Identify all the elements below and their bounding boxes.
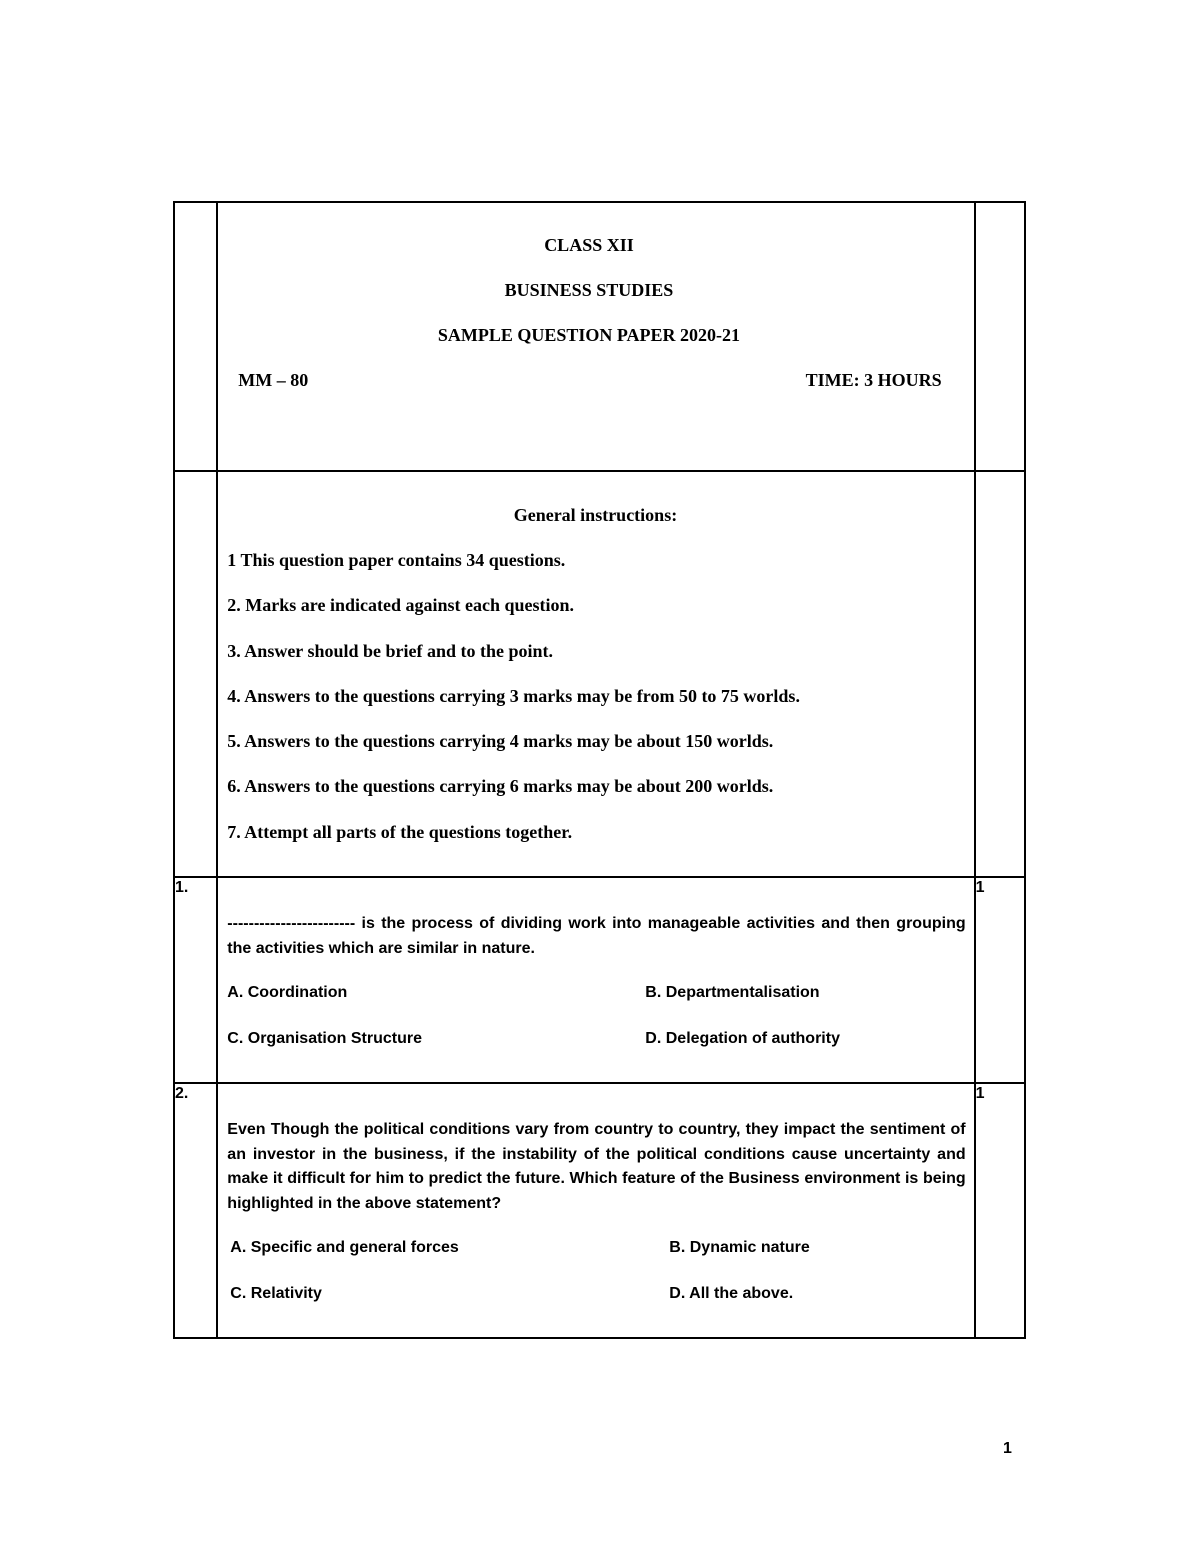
header-meta xyxy=(236,370,941,391)
option-b: B. Departmentalisation xyxy=(645,984,820,1002)
instruction-item: 7. Attempt all parts of the questions together. xyxy=(227,821,573,842)
header-cell xyxy=(217,202,974,471)
max-marks: MM – 80 xyxy=(238,370,309,390)
subject-title: BUSINESS STUDIES xyxy=(504,280,674,300)
question-marks: 1 xyxy=(975,1083,1025,1338)
instruction-item: 1 This question paper contains 34 questions. xyxy=(227,550,566,570)
instruction-item: 6. Answers to the questions carrying 6 marks may be about 200 worlds. xyxy=(227,776,774,797)
class-title: CLASS XII xyxy=(544,235,634,255)
question-number: 1. xyxy=(174,877,217,1083)
option-c: C. Relativity xyxy=(230,1285,322,1303)
time-allowed: TIME: 3 HOURS xyxy=(805,370,942,390)
instruction-item: 5. Answers to the questions carrying 4 marks may be about 150 worlds. xyxy=(227,731,774,752)
question-row-1 xyxy=(174,877,1025,1083)
question-text: Even Though the political conditions vary from country to country, they impact the sentiment of an investor in the business, if the instability of the political conditions cause uncertainty and make it difficult for him to predict the future. Which feature of the Business environment is being highlighted in the above statement? xyxy=(227,1121,966,1212)
instructions-row xyxy=(174,471,1025,877)
question-text: ------------------------ is the process of dividing work into manageable activities and then grouping the activities which are similar in nature. xyxy=(227,915,966,957)
question-marks: 1 xyxy=(975,877,1025,1083)
header-row xyxy=(174,202,1025,471)
question-paper-table xyxy=(173,201,1026,1339)
option-d: D. All the above. xyxy=(669,1285,794,1303)
page-number: 1 xyxy=(1003,1440,1012,1457)
option-a: A. Coordination xyxy=(227,984,348,1002)
instructions-number-cell xyxy=(174,471,217,877)
question-cell xyxy=(217,877,974,1083)
question-row-2 xyxy=(174,1083,1025,1338)
paper-title: SAMPLE QUESTION PAPER 2020-21 xyxy=(437,325,741,345)
option-c: C. Organisation Structure xyxy=(227,1030,422,1048)
header-number-cell xyxy=(174,202,217,471)
instruction-item: 3. Answer should be brief and to the point. xyxy=(227,640,554,661)
header-marks-cell xyxy=(975,202,1025,471)
question-options xyxy=(227,1238,965,1304)
option-b: B. Dynamic nature xyxy=(669,1239,810,1257)
instruction-item: 4. Answers to the questions carrying 3 marks may be from 50 to 75 worlds. xyxy=(227,685,800,706)
instructions-cell xyxy=(217,471,974,877)
instructions-title: General instructions: xyxy=(513,505,678,525)
instruction-item: 2. Marks are indicated against each question. xyxy=(227,595,574,616)
question-cell xyxy=(217,1083,974,1338)
question-number: 2. xyxy=(174,1083,217,1338)
question-options xyxy=(227,983,965,1049)
option-a: A. Specific and general forces xyxy=(230,1239,459,1257)
option-d: D. Delegation of authority xyxy=(645,1030,840,1048)
instructions-marks-cell xyxy=(975,471,1025,877)
